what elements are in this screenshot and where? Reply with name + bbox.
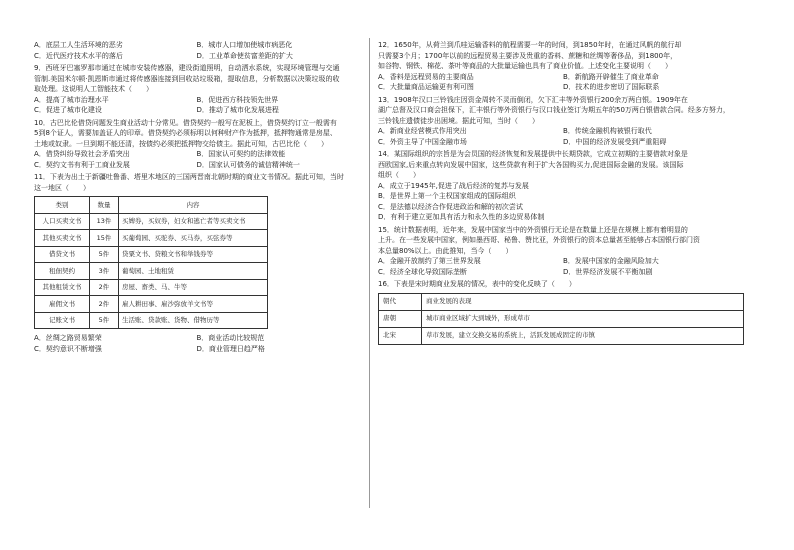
table-cell: 北宋 bbox=[379, 327, 422, 344]
table-cell: 雇人耕田事、雇沙弥放羊文书等 bbox=[119, 296, 268, 313]
q14-stem-line: 西欧国家,后来重点转向发展中国家，这些贷款有利于扩大各国购买力,促进国际金融的发展。该国际 bbox=[378, 160, 684, 169]
table-cell: 唐朝 bbox=[379, 310, 422, 327]
table-row bbox=[379, 327, 744, 344]
table-row bbox=[379, 310, 744, 327]
q12-options-row-1 bbox=[378, 72, 748, 83]
table-cell: 城市商业区域扩大到城外，形成草市 bbox=[422, 310, 744, 327]
q15-option-b[interactable]: B．发展中国家的金融风险加大 bbox=[563, 257, 659, 265]
q13-options-row-1 bbox=[378, 126, 748, 137]
table-cell: 葡萄园、土地租赁 bbox=[119, 263, 268, 280]
q13-stem-line: 湖广总督及汉口商会担保下，汇丰银行等外资银行与汉口钱业签订为期五年的50万两白银借款合同。经多方努力， bbox=[378, 106, 730, 114]
table-cell: 记账文书 bbox=[35, 312, 90, 329]
q9-options-row-2 bbox=[34, 105, 359, 116]
table-cell: 借贷文书 bbox=[35, 246, 90, 263]
q11-option-a[interactable]: A．丝绸之路贸易繁荣 bbox=[34, 334, 102, 342]
q12-stem-line: 只需要3个月；1700年以前的远程贸易主要涉及贵重的香料、蔗糖和丝绸等奢侈品，到1800年， bbox=[378, 51, 678, 60]
q10-stem-line: 5到8个证人，需要加盖证人的印章。借贷契约必须标明以何种财产作为抵押，抵押物通常是房屋、 bbox=[34, 129, 337, 137]
table-cell: 5件 bbox=[90, 246, 119, 263]
q13-options-row-2 bbox=[378, 137, 748, 148]
q13-stem-line: 三铃钱庄遗债徒步出困境。据此可知，当时（ ） bbox=[378, 116, 539, 125]
table-row bbox=[35, 279, 268, 296]
q9-option-b[interactable]: B．促进西方科技领先世界 bbox=[196, 95, 279, 104]
q14-stem-line: 14．某国际组织的宗旨是为会员国的经济恢复和发展提供中长期贷款，它成立初期的主要借款对象是 bbox=[378, 150, 688, 158]
q14-option-d[interactable]: D．有利于建立更加具有活力和永久性的多边贸易体制 bbox=[378, 213, 545, 221]
table-row bbox=[35, 213, 268, 230]
q9-option-d[interactable]: D．推动了城市化发展进程 bbox=[196, 106, 279, 114]
q9-stem-line: 9．西班牙巴塞罗那市通过在城市安装传感器，建设街道照明，自动洒水系统，实现环境管理与交通 bbox=[34, 64, 340, 72]
q10-option-a[interactable]: A．借贷纠纷导致社会矛盾突出 bbox=[34, 150, 130, 158]
q16-stem-line: 16．下表是宋时期商业发展的情况，表中的变化反映了（ ） bbox=[378, 280, 576, 288]
q15-option-c[interactable]: C．经济全球化导致国际垄断 bbox=[378, 267, 467, 276]
commercial-documents-table bbox=[34, 196, 268, 329]
q13-stem-line: 13．1908年汉口三铃钱庄因资金周转不灵而倒闭，欠下汇丰等外资银行200余万两白银。1909年在 bbox=[378, 95, 688, 104]
q8-option-c[interactable]: C．近代医疗技术水平的落后 bbox=[34, 51, 123, 60]
q10-options-row-2 bbox=[34, 160, 359, 171]
table-cell: 2件 bbox=[90, 279, 119, 296]
q12-stem-line: 12．1650年，从荷兰到爪哇运输香料的航程需要一年的时间，到1850年时，在通过风帆的航行却 bbox=[378, 41, 682, 49]
table-cell: 草市发展，建立交换交易的系统上，活跃发展成固定的市镇 bbox=[422, 327, 744, 344]
q8-option-d[interactable]: D．工业革命使贫富差距的扩大 bbox=[196, 51, 293, 60]
table-cell: 其他租赁文书 bbox=[35, 279, 90, 296]
q9-option-c[interactable]: C．促进了城市化建设 bbox=[34, 106, 102, 114]
table-cell: 买婢券，买奴券，妇女和逃亡者等买卖文书 bbox=[119, 213, 268, 230]
table-header-row bbox=[35, 197, 268, 214]
table-cell: 生活账、贷款账、货物、借物历等 bbox=[119, 312, 268, 329]
table-row bbox=[35, 230, 268, 247]
q12-option-c[interactable]: C．大批量商品运输更有利可图 bbox=[378, 83, 474, 91]
q9-stem-line: 管制.美国米尔顿·凯恩斯市通过将传感器连接到回收站垃圾箱，提取信息，分析数据以决策垃圾的收 bbox=[34, 74, 340, 83]
q15-option-a[interactable]: A．金融开放制约了第三世界发展 bbox=[378, 257, 481, 265]
q10-option-c[interactable]: C．契约文书有利于工商业发展 bbox=[34, 160, 130, 169]
q11-option-b[interactable]: B．商业活动比较规范 bbox=[196, 334, 265, 342]
table-cell: 房屋、畜类、马、牛等 bbox=[119, 279, 268, 296]
q12-options-row-2 bbox=[378, 82, 748, 93]
q9-options-row-1 bbox=[34, 95, 359, 106]
table-header-count: 数量 bbox=[90, 197, 119, 214]
table-row bbox=[35, 246, 268, 263]
q15-stem-line: 本总量80%以上。由此推知，当今（ ） bbox=[378, 246, 513, 255]
q8-option-b[interactable]: B．城市人口增加使城市病恶化 bbox=[196, 41, 293, 49]
table-cell: 雇佣文书 bbox=[35, 296, 90, 313]
q11-stem-line: 11．下表为出土于新疆吐鲁番、塔里木地区的三国两晋南北朝时期的商业文书情况。据此可知，当时 bbox=[34, 173, 344, 181]
q9-stem-line: 取处理。这说明人工智能技术（ ） bbox=[34, 85, 153, 93]
q15-stem-line: 15．统计数据表明，近年来，发展中国家当中的外资银行无论是在数量上还是在规模上都有着明显的 bbox=[378, 225, 688, 234]
q15-options-row-1 bbox=[378, 256, 748, 267]
q10-stem-line: 土地或奴隶。一旦到期不能还清，按债约必须把抵押物交给债主。据此可知，古巴比伦（ ） bbox=[34, 139, 328, 148]
column-divider bbox=[369, 38, 370, 508]
q15-option-d[interactable]: D．世界经济发展不平衡加剧 bbox=[563, 267, 653, 276]
table-cell: 租佃契约 bbox=[35, 263, 90, 280]
q13-option-a[interactable]: A．新商业经营模式作用突出 bbox=[378, 127, 467, 135]
right-column bbox=[378, 40, 748, 345]
q12-stem-line: 如谷物、钢铁、棉花、茶叶等商品的大批量运输也具有了商业价值。上述变化主要说明（ ） bbox=[378, 62, 672, 70]
q8-option-a[interactable]: A．底层工人生活环境的恶劣 bbox=[34, 41, 123, 49]
table-cell: 朝代 bbox=[379, 293, 422, 310]
table-cell: 5件 bbox=[90, 312, 119, 329]
table-cell: 其他买卖文书 bbox=[35, 230, 90, 247]
q13-option-b[interactable]: B．传统金融机构被银行取代 bbox=[563, 127, 652, 135]
q14-option-a[interactable]: A．成立于1945年,促进了战后经济的复苏与发展 bbox=[378, 181, 529, 190]
q10-options-row-1 bbox=[34, 149, 359, 160]
q15-options-row-2 bbox=[378, 267, 748, 278]
q14-option-b[interactable]: B．是世界上第一个主权国家组成的国际组织 bbox=[378, 192, 516, 200]
q13-option-c[interactable]: C．外资主导了中国金融市场 bbox=[378, 137, 467, 146]
q11-option-c[interactable]: C．契约意识不断增强 bbox=[34, 344, 102, 353]
song-commerce-table bbox=[378, 293, 744, 345]
q10-option-b[interactable]: B．国家认可契约的法律效能 bbox=[196, 150, 286, 158]
table-cell: 15件 bbox=[90, 230, 119, 247]
q12-option-d[interactable]: D．技术的进步密切了国际联系 bbox=[563, 83, 660, 91]
q11-options-row-2 bbox=[34, 344, 359, 355]
q11-options-row-1 bbox=[34, 333, 359, 344]
q8-options-row-2 bbox=[34, 51, 359, 62]
table-row bbox=[35, 296, 268, 313]
q14-stem-line: 组织（ ） bbox=[378, 171, 420, 179]
q11-option-d[interactable]: D．商业管理日趋严格 bbox=[196, 344, 265, 353]
q13-option-d[interactable]: D．中国的经济发展受到严重阻碍 bbox=[563, 137, 667, 146]
table-header-content: 内容 bbox=[119, 197, 268, 214]
table-cell: 13件 bbox=[90, 213, 119, 230]
table-cell: 2件 bbox=[90, 296, 119, 313]
q10-stem-line: 10．古巴比伦借贷问题发生商业活动十分常见。借贷契约一般写在泥板上，借贷契约订立一般需有 bbox=[34, 118, 337, 127]
q12-option-b[interactable]: B．新航路开辟催生了商业革命 bbox=[563, 72, 659, 81]
q11-stem-line: 这一地区（ ） bbox=[34, 183, 90, 192]
q12-option-a[interactable]: A．香料是远程贸易的主要商品 bbox=[378, 72, 474, 81]
q14-option-c[interactable]: C．是法德以经济合作促进政治和解的初次尝试 bbox=[378, 202, 523, 211]
table-cell: 贷粟文书、贷粮文书和举钱券等 bbox=[119, 246, 268, 263]
table-cell: 买葡萄园、买驼券、买马券，买弦券等 bbox=[119, 230, 268, 247]
table-row bbox=[35, 263, 268, 280]
q10-option-d[interactable]: D．国家认可债务的诚信精神统一 bbox=[196, 160, 300, 169]
table-row bbox=[379, 293, 744, 310]
q8-options-row-1 bbox=[34, 40, 359, 51]
q15-stem-line: 上升。在一些发展中国家，例如墨西哥、秘鲁、赞比亚，外资银行的资本总量甚至能够占本国银行部门资 bbox=[378, 236, 700, 244]
table-cell: 3件 bbox=[90, 263, 119, 280]
table-cell: 人口买卖文书 bbox=[35, 213, 90, 230]
table-header-category: 类别 bbox=[35, 197, 90, 214]
table-cell: 商业发展的表现 bbox=[422, 293, 744, 310]
left-column bbox=[34, 40, 359, 354]
q9-option-a[interactable]: A．提高了城市治理水平 bbox=[34, 95, 109, 104]
table-row bbox=[35, 312, 268, 329]
